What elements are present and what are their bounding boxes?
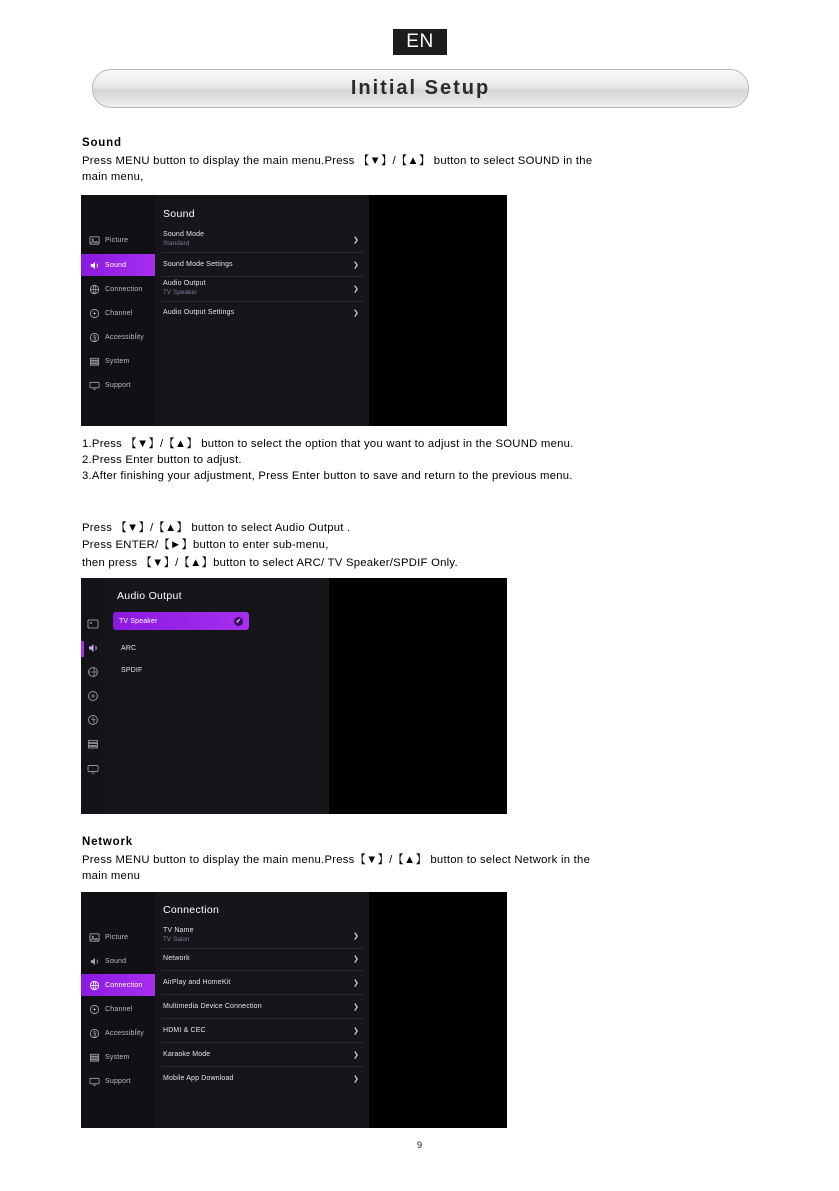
channel-icon[interactable] xyxy=(87,690,99,702)
accessibility-icon xyxy=(89,332,100,343)
globe-icon xyxy=(89,980,100,991)
check-icon: ✔ xyxy=(235,617,242,625)
divider xyxy=(161,948,363,949)
chevron-right-icon: ❯ xyxy=(353,1004,359,1011)
network-intro-line1: Press MENU button to display the main menu.Press【▼】/【▲】 button to select Network in the xyxy=(82,854,591,866)
menu-row-label: Audio Output Settings xyxy=(163,309,235,316)
picture-icon[interactable] xyxy=(87,618,99,630)
screenshot-audio-output xyxy=(81,578,507,814)
sound-step-3: 3.After finishing your adjustment, Press Enter button to save and return to the previous menu. xyxy=(82,470,573,482)
active-nav-marker xyxy=(81,641,84,657)
menu-row-label: TV Name xyxy=(163,927,194,934)
sidebar-item-label: System xyxy=(105,1053,130,1061)
chevron-right-icon: ❯ xyxy=(353,237,359,244)
globe-icon xyxy=(89,284,100,295)
menu-row[interactable] xyxy=(163,927,194,943)
menu-row[interactable] xyxy=(163,1003,262,1010)
chevron-right-icon: ❯ xyxy=(353,1076,359,1083)
chevron-right-icon: ❯ xyxy=(353,933,359,940)
sidebar-item-label: Accessiblity xyxy=(105,333,144,341)
sidebar-item-accessibility[interactable] xyxy=(81,326,155,348)
screenshot-sound-menu xyxy=(81,195,507,426)
divider xyxy=(161,276,363,277)
chevron-right-icon: ❯ xyxy=(353,262,359,269)
system-icon xyxy=(89,1052,100,1063)
menu-row-value: TV Salon xyxy=(163,936,190,943)
option-tv-speaker[interactable] xyxy=(113,612,249,630)
chevron-right-icon: ❯ xyxy=(353,980,359,987)
sound-step-1: 1.Press 【▼】/【▲】 button to select the option that you want to adjust in the SOUND menu. xyxy=(82,438,574,450)
chevron-right-icon: ❯ xyxy=(353,310,359,317)
sidebar-item-label: Support xyxy=(105,381,131,389)
picture-icon xyxy=(89,932,100,943)
divider xyxy=(161,1018,363,1019)
sound-step-2: 2.Press Enter button to adjust. xyxy=(82,454,242,466)
sidebar-item-label: Picture xyxy=(105,236,129,244)
menu-row-label: Karaoke Mode xyxy=(163,1051,211,1058)
menu-row-label: HDMI & CEC xyxy=(163,1027,206,1034)
sidebar-item-channel[interactable] xyxy=(81,998,155,1020)
channel-icon xyxy=(89,308,100,319)
sidebar-item-support[interactable] xyxy=(81,1070,155,1092)
menu-row-label: Sound Mode xyxy=(163,231,205,238)
sidebar-item-system[interactable] xyxy=(81,350,155,372)
page-number: 9 xyxy=(416,1140,423,1151)
support-icon[interactable] xyxy=(87,763,99,775)
menu-row-value: TV Speaker xyxy=(163,289,198,296)
section-heading-network: Network xyxy=(82,836,133,848)
option-label: ARC xyxy=(121,645,137,652)
sidebar-item-label: Connection xyxy=(105,981,143,989)
menu-row[interactable] xyxy=(163,261,233,268)
sidebar-item-sound[interactable] xyxy=(81,950,155,972)
menu-row[interactable] xyxy=(163,1027,206,1034)
panel-title: Connection xyxy=(163,904,220,916)
channel-icon xyxy=(89,1004,100,1015)
menu-row[interactable] xyxy=(163,979,230,986)
accessibility-icon[interactable] xyxy=(87,714,99,726)
option-spdif[interactable] xyxy=(121,667,142,674)
sidebar-item-support[interactable] xyxy=(81,374,155,396)
sidebar-item-connection[interactable] xyxy=(81,278,155,300)
divider xyxy=(161,970,363,971)
sidebar-item-label: Support xyxy=(105,1077,131,1085)
menu-row-label: Audio Output xyxy=(163,280,206,287)
menu-row[interactable] xyxy=(163,309,234,316)
sidebar-item-channel[interactable] xyxy=(81,302,155,324)
menu-row-label: AirPlay and HomeKit xyxy=(163,979,231,986)
chevron-right-icon: ❯ xyxy=(353,1028,359,1035)
sound-intro-line2: main menu, xyxy=(82,171,144,183)
sidebar-item-sound[interactable] xyxy=(81,254,155,276)
chevron-right-icon: ❯ xyxy=(353,286,359,293)
page-title-banner xyxy=(92,69,749,108)
menu-row-label: Sound Mode Settings xyxy=(163,261,233,268)
sound-icon[interactable] xyxy=(87,642,99,654)
page-title: Initial Setup xyxy=(350,77,491,99)
sidebar-item-picture[interactable] xyxy=(81,229,155,251)
accessibility-icon xyxy=(89,1028,100,1039)
sound-icon xyxy=(89,956,100,967)
menu-row[interactable] xyxy=(163,955,190,962)
section-heading-sound: Sound xyxy=(82,137,122,149)
support-icon xyxy=(89,380,100,391)
menu-row-value: Standard xyxy=(163,240,190,247)
divider xyxy=(161,1066,363,1067)
sidebar-item-label: Sound xyxy=(105,261,127,269)
audio-output-line1: Press 【▼】/【▲】 button to select Audio Output . xyxy=(82,522,351,534)
divider xyxy=(161,301,363,302)
menu-row-label: Network xyxy=(163,955,190,962)
panel-title: Sound xyxy=(163,208,195,220)
sound-icon xyxy=(89,260,100,271)
menu-row[interactable] xyxy=(163,1075,234,1082)
language-badge: EN xyxy=(393,29,447,55)
network-intro-line2: main menu xyxy=(82,870,141,882)
chevron-right-icon: ❯ xyxy=(353,1052,359,1059)
divider xyxy=(161,994,363,995)
chevron-right-icon: ❯ xyxy=(353,956,359,963)
option-label: TV Speaker xyxy=(119,617,158,625)
sidebar-item-label: Connection xyxy=(105,285,143,293)
picture-icon xyxy=(89,235,100,246)
sidebar-item-picture[interactable] xyxy=(81,926,155,948)
sidebar-item-accessibility[interactable] xyxy=(81,1022,155,1044)
divider xyxy=(161,1042,363,1043)
option-label: SPDIF xyxy=(121,667,143,674)
sidebar-item-label: Channel xyxy=(105,309,133,317)
menu-row-label: Multimedia Device Connection xyxy=(163,1003,262,1010)
sidebar-item-system[interactable] xyxy=(81,1046,155,1068)
sidebar-item-label: Picture xyxy=(105,933,129,941)
sidebar-item-connection[interactable] xyxy=(81,974,155,996)
audio-output-line3: then press 【▼】/【▲】button to select ARC/ TV Speaker/SPDIF Only. xyxy=(82,557,458,569)
option-arc[interactable] xyxy=(121,645,136,652)
support-icon xyxy=(89,1076,100,1087)
audio-output-line2: Press ENTER/【►】button to enter sub-menu, xyxy=(82,539,329,551)
menu-row[interactable] xyxy=(163,231,204,247)
globe-icon[interactable] xyxy=(87,666,99,678)
sidebar-item-label: Accessiblity xyxy=(105,1029,144,1037)
sound-intro-line1: Press MENU button to display the main menu.Press 【▼】/【▲】 button to select SOUND in the xyxy=(82,155,593,167)
sidebar-item-label: Sound xyxy=(105,957,127,965)
screenshot-connection-menu xyxy=(81,892,507,1128)
system-icon xyxy=(89,356,100,367)
sidebar-item-label: Channel xyxy=(105,1005,133,1013)
panel-title: Audio Output xyxy=(117,590,182,602)
menu-row[interactable] xyxy=(163,280,206,296)
divider xyxy=(161,252,363,253)
system-icon[interactable] xyxy=(87,738,99,750)
menu-row-label: Mobile App Download xyxy=(163,1075,234,1082)
sidebar-item-label: System xyxy=(105,357,130,365)
menu-row[interactable] xyxy=(163,1051,210,1058)
